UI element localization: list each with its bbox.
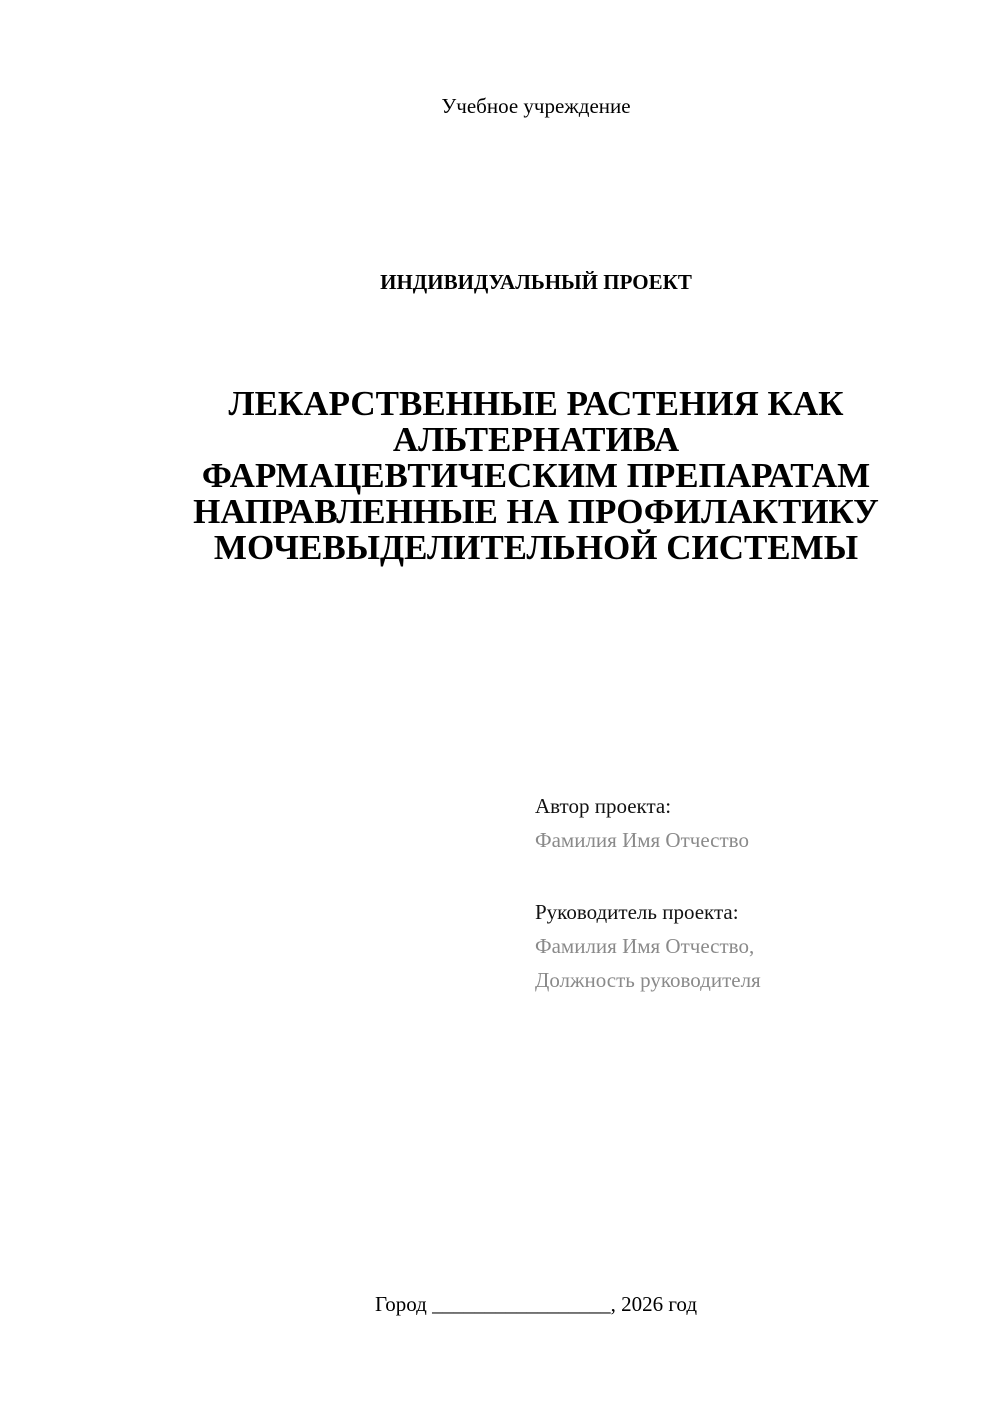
authors-block — [535, 789, 955, 997]
institution-name: Учебное учреждение — [441, 94, 631, 118]
title-line: МОЧЕВЫДЕЛИТЕЛЬНОЙ СИСТЕМЫ — [213, 528, 859, 567]
title-line: ЛЕКАРСТВЕННЫЕ РАСТЕНИЯ КАК — [228, 384, 844, 423]
title-line: АЛЬТЕРНАТИВА — [392, 420, 680, 459]
city-year-footer: Город _________________, 2026 год — [374, 1292, 698, 1316]
project-title — [100, 386, 972, 566]
supervisor-position-placeholder: Должность руководителя — [535, 968, 761, 992]
title-line: ФАРМАЦЕВТИЧЕСКИМ ПРЕПАРАТАМ — [201, 456, 871, 495]
author-label: Автор проекта: — [535, 794, 672, 818]
supervisor-label: Руководитель проекта: — [535, 900, 739, 924]
spacer — [535, 857, 955, 895]
supervisor-name-placeholder: Фамилия Имя Отчество, — [535, 934, 755, 958]
project-type-heading: ИНДИВИДУАЛЬНЫЙ ПРОЕКТ — [380, 270, 692, 294]
title-line: НАПРАВЛЕННЫЕ НА ПРОФИЛАКТИКУ — [193, 492, 879, 531]
author-name-placeholder: Фамилия Имя Отчество — [535, 828, 749, 852]
